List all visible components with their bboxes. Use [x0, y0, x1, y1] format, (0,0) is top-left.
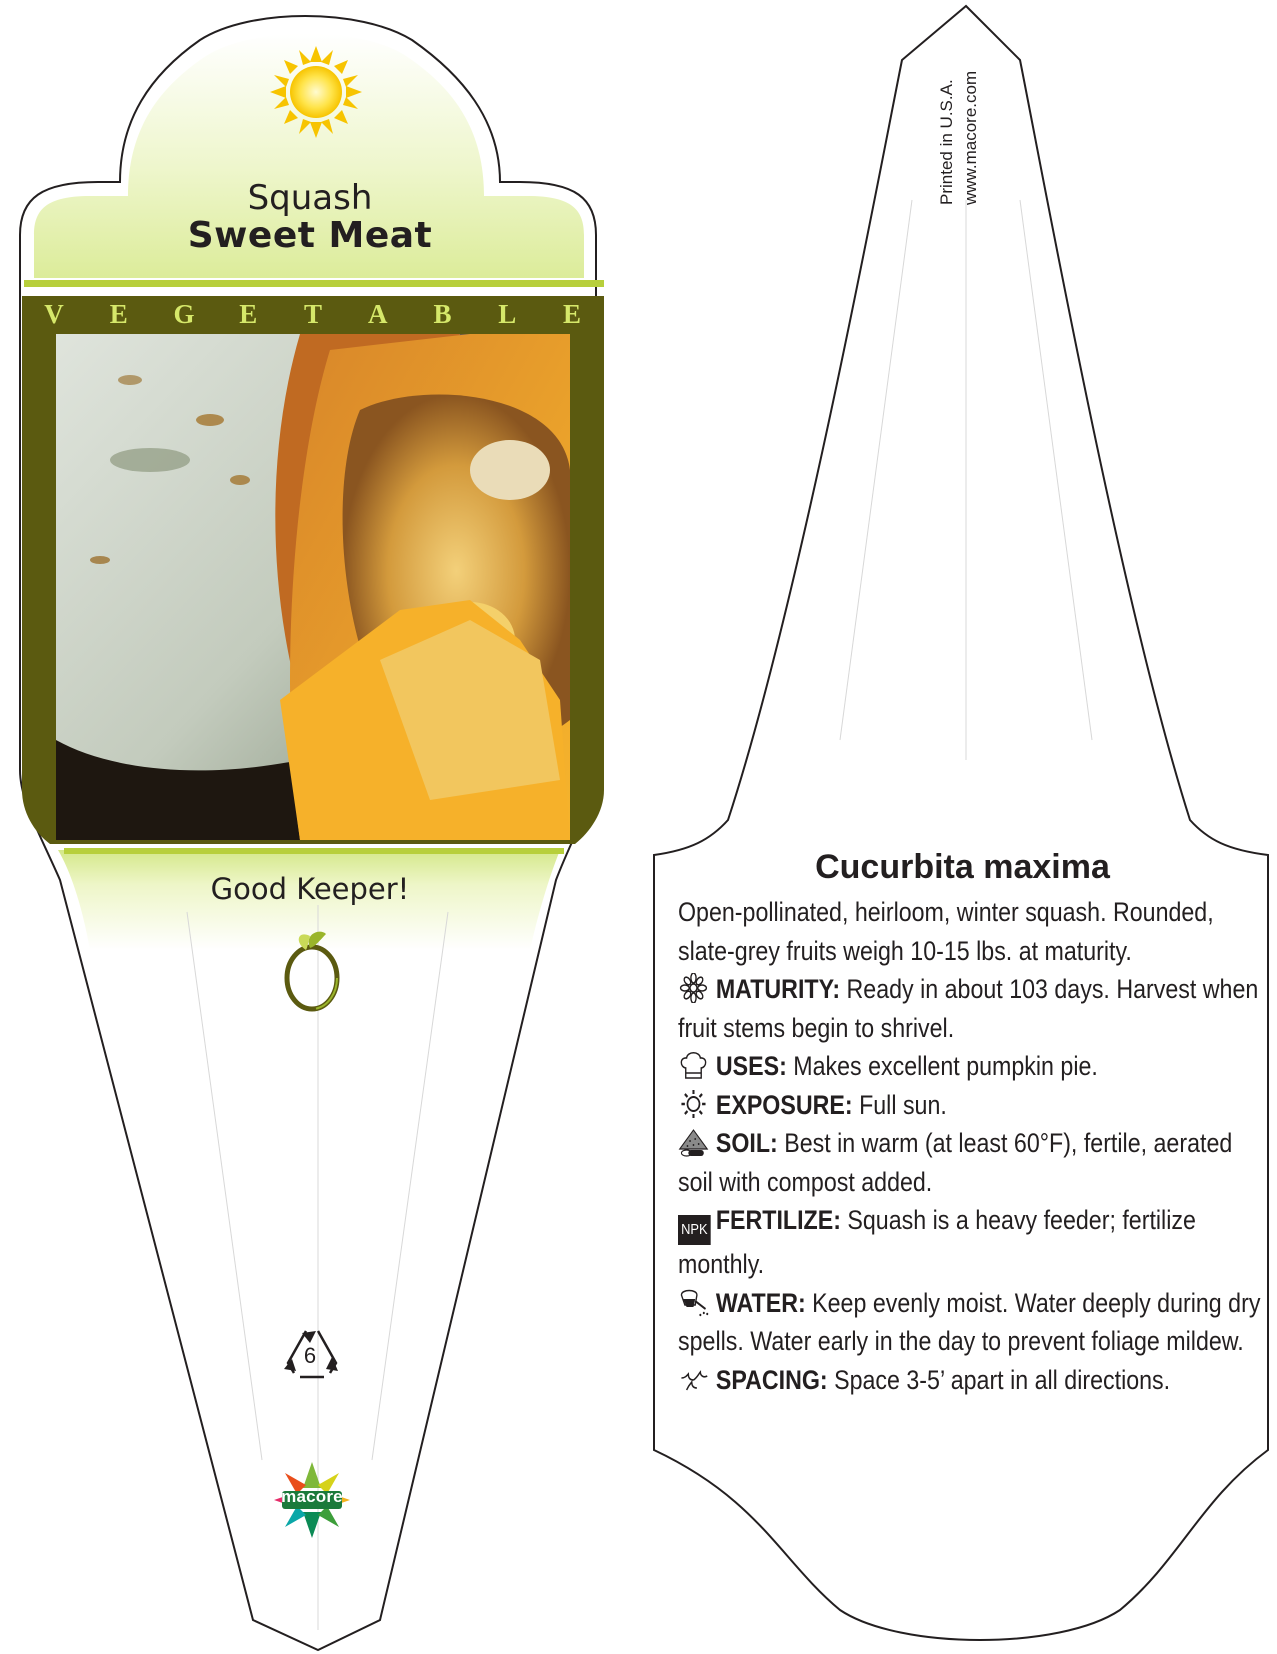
care-text: Keep evenly moist. Water deeply during dry spells. Water early in the day to prevent foliage mildew. [678, 1287, 1261, 1356]
care-label: SPACING: [715, 1364, 828, 1395]
printed-in: Printed in U.S.A. [937, 79, 956, 205]
brand-logo-text: macore [281, 1487, 343, 1506]
flower-maturity-icon [678, 973, 711, 1003]
care-instructions [678, 893, 1266, 1399]
variety-name: Sweet Meat [187, 215, 433, 256]
care-row-fertilize [678, 1201, 1266, 1284]
care-text: Space 3-5’ apart in all directions. [827, 1364, 1171, 1395]
care-label: FERTILIZE: [715, 1205, 841, 1235]
care-row-exposure [678, 1086, 1266, 1125]
care-row-water [678, 1284, 1266, 1361]
sun-exposure-icon [678, 1089, 711, 1119]
care-row-maturity [678, 970, 1266, 1047]
npk-fertilizer-icon: NPK [678, 1215, 711, 1245]
soil-icon [678, 1127, 711, 1157]
care-text: Makes excellent pumpkin pie. [786, 1051, 1098, 1081]
category-letter: E [239, 298, 258, 329]
tagline: Good Keeper! [210, 872, 410, 906]
category-letter: L [498, 298, 517, 329]
website: www.macore.com [961, 70, 980, 205]
common-name: Squash [247, 178, 373, 218]
category-letter: T [303, 298, 322, 329]
chef-hat-uses-icon [678, 1050, 711, 1080]
care-label: MATURITY: [715, 974, 841, 1004]
care-row-soil [678, 1124, 1266, 1201]
care-text: Full sun. [852, 1089, 947, 1120]
recycle-code: 6 [303, 1343, 317, 1368]
category-label [22, 296, 604, 332]
category-letter: G [173, 298, 195, 329]
front-lower-divider [64, 848, 564, 854]
care-label: EXPOSURE: [715, 1089, 853, 1120]
category-letter: A [368, 298, 388, 329]
squash-photo [56, 334, 570, 840]
front-header-divider [24, 280, 604, 287]
care-label: SOIL: [715, 1128, 778, 1158]
care-row-uses [678, 1047, 1266, 1086]
category-letter: V [44, 298, 64, 329]
print-info [937, 60, 1097, 205]
category-letter: B [433, 298, 452, 329]
care-text: Ready in about 103 days. Harvest when fruit stems begin to shrivel. [678, 974, 1259, 1043]
care-text: Squash is a heavy feeder; fertilize monthly. [678, 1205, 1196, 1279]
care-label: USES: [715, 1051, 787, 1081]
care-row-spacing [678, 1361, 1266, 1400]
front-lower-fade [90, 950, 530, 1030]
category-letter: E [109, 298, 128, 329]
watering-can-icon [678, 1287, 711, 1317]
botanical-name: Cucurbita maxima [815, 848, 1110, 886]
spacing-icon [678, 1364, 711, 1394]
care-label: WATER: [715, 1287, 806, 1318]
description: Open-pollinated, heirloom, winter squash. Rounded, slate-grey fruits weigh 10-15 lbs. at maturity. [678, 897, 1214, 966]
care-text: Best in warm (at least 60°F), fertile, aerated soil with compost added. [678, 1128, 1233, 1197]
category-letter: E [562, 298, 581, 329]
